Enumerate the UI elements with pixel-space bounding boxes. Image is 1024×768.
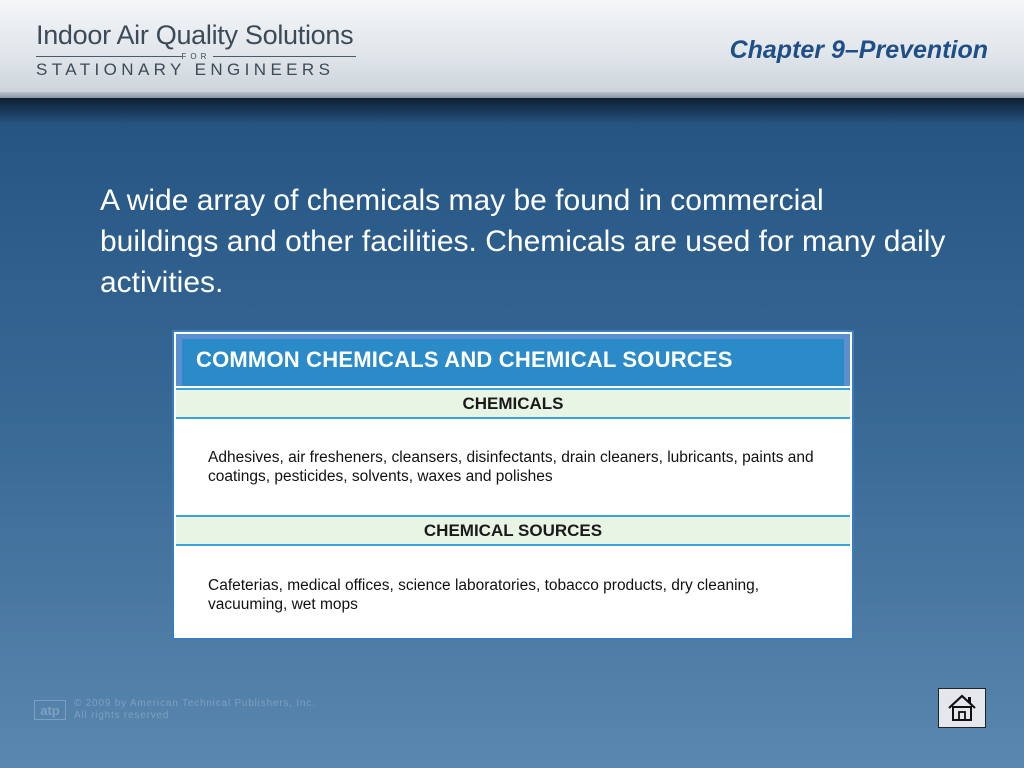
section-heading-chemical-sources: CHEMICAL SOURCES <box>176 515 850 546</box>
home-button[interactable] <box>938 688 986 728</box>
logo-subtitle: STATIONARY ENGINEERS <box>36 60 335 79</box>
copyright-line-1: © 2009 by American Technical Publishers, Inc. <box>74 698 316 709</box>
intro-text: A wide array of chemicals may be found in commercial buildings and other facilities. Chemicals are used for many daily activities. <box>100 184 946 299</box>
figure-title-bar <box>176 334 850 386</box>
header-band <box>0 0 1024 98</box>
figure-title: COMMON CHEMICALS AND CHEMICAL SOURCES <box>182 339 844 386</box>
logo-rule-right <box>213 56 356 57</box>
copyright-notice <box>74 698 316 722</box>
chemicals-table-figure <box>172 330 854 640</box>
copyright-line-2: All rights reserved <box>74 710 170 721</box>
logo-title: Indoor Air Quality Solutions <box>36 20 354 50</box>
home-icon <box>945 693 979 723</box>
header-shadow <box>0 98 1024 124</box>
chapter-title: Chapter 9–Prevention <box>729 36 988 64</box>
section-heading-chemicals: CHEMICALS <box>176 388 850 419</box>
section-body-chemical-sources: Cafeterias, medical offices, science laboratories, tobacco products, dry cleaning, vacuuming, wet mops <box>208 577 760 613</box>
section-body-chemicals: Adhesives, air fresheners, cleansers, disinfectants, drain cleaners, lubricants, paints and coatings, pesticides, solvents, waxes and polishes <box>208 449 814 485</box>
publisher-logo: atp <box>34 700 66 720</box>
logo-for: FOR <box>181 52 211 61</box>
